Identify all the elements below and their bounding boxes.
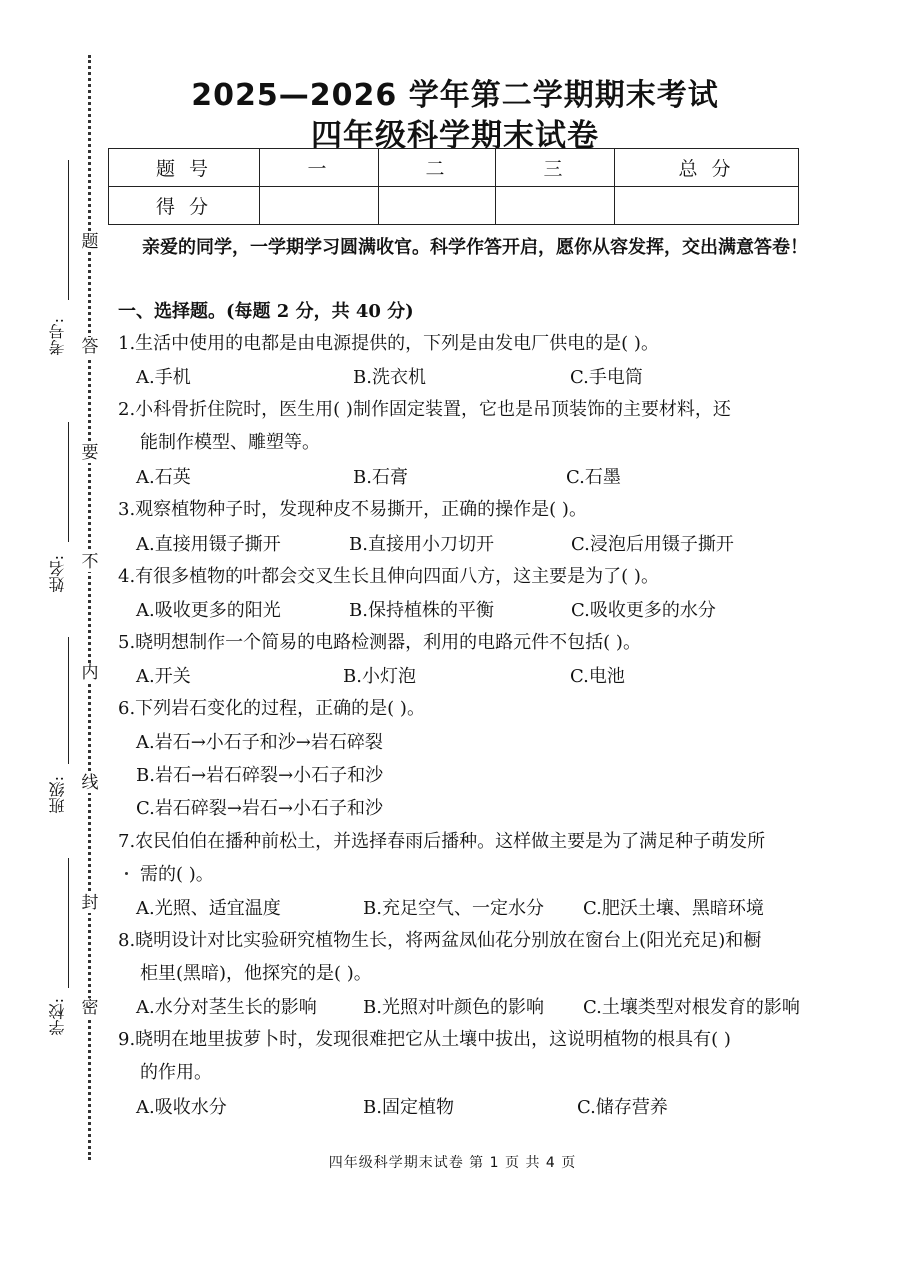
question-5 bbox=[118, 626, 863, 659]
option-b[interactable]: B.小灯泡 bbox=[343, 666, 416, 687]
option-c[interactable]: C.岩石碎裂→岩石→小石子和沙 bbox=[136, 798, 384, 819]
score-table bbox=[108, 148, 799, 225]
option-c[interactable]: C.手电筒 bbox=[570, 367, 643, 388]
option-a[interactable]: A.吸收更多的阳光 bbox=[136, 600, 281, 621]
option-c[interactable]: C.肥沃土壤、黑暗环境 bbox=[583, 898, 764, 919]
option-c[interactable]: C.土壤类型对根发育的影响 bbox=[583, 997, 800, 1018]
school-line[interactable] bbox=[68, 858, 69, 988]
option-c[interactable]: C.电池 bbox=[570, 666, 625, 687]
question-3 bbox=[118, 493, 863, 526]
option-a[interactable]: A.光照、适宜温度 bbox=[136, 898, 281, 919]
seal-char-bu: 不 bbox=[81, 552, 99, 572]
school-label: 学校: bbox=[48, 998, 67, 1036]
score-row-label: 得 分 bbox=[109, 187, 260, 225]
question-stem-cont: 的作用。 bbox=[140, 1062, 212, 1083]
option-b[interactable]: B.石膏 bbox=[353, 467, 408, 488]
option-b[interactable]: B.直接用小刀切开 bbox=[349, 534, 494, 555]
question-stem: 1.生活中使用的电都是由电源提供的，下列是由发电厂供电的是( )。 bbox=[118, 333, 659, 354]
question-stem: 8.晓明设计对比实验研究植物生长，将两盆凤仙花分别放在窗台上(阳光充足)和橱 bbox=[118, 930, 762, 951]
question-stem: 9.晓明在地里拔萝卜时，发现很难把它从土壤中拔出，这说明植物的根具有( ) bbox=[118, 1029, 731, 1050]
score-table-header-row bbox=[109, 149, 799, 187]
exam-title-line2: 四年级科学期末试卷 bbox=[311, 118, 599, 154]
option-a[interactable]: A.石英 bbox=[136, 467, 191, 488]
question-1 bbox=[118, 327, 863, 360]
seal-char-ti: 题 bbox=[81, 232, 99, 252]
option-a[interactable]: A.水分对茎生长的影响 bbox=[136, 997, 317, 1018]
question-stem: 5.晓明想制作一个简易的电路检测器，利用的电路元件不包括( )。 bbox=[118, 632, 641, 653]
page-footer: 四年级科学期末试卷 第 1 页 共 4 页 bbox=[328, 1155, 577, 1171]
seal-char-mi: 密 bbox=[81, 998, 99, 1018]
seal-char-nei: 内 bbox=[81, 663, 99, 683]
option-b[interactable]: B.固定植物 bbox=[363, 1097, 454, 1118]
question-9 bbox=[118, 1023, 863, 1089]
score-cell[interactable] bbox=[615, 187, 799, 225]
intro-text: 亲爱的同学，一学期学习圆满收官。科学作答开启，愿你从容发挥，交出满意答卷！ bbox=[142, 237, 808, 258]
option-c[interactable]: C.石墨 bbox=[566, 467, 621, 488]
question-stem: 7.农民伯伯在播种前松土，并选择春雨后播种。这样做主要是为了满足种子萌发所 bbox=[118, 831, 766, 852]
score-table-header-cell: 二 bbox=[379, 149, 496, 187]
question-4 bbox=[118, 560, 863, 593]
question-stem: 4.有很多植物的叶都会交叉生长且伸向四面八方，这主要是为了( )。 bbox=[118, 566, 659, 587]
name-line[interactable] bbox=[68, 422, 69, 542]
option-a[interactable]: A.直接用镊子撕开 bbox=[136, 534, 281, 555]
option-b[interactable]: B.光照对叶颜色的影响 bbox=[363, 997, 544, 1018]
question-2 bbox=[118, 393, 863, 459]
exam-number-line[interactable] bbox=[68, 160, 69, 300]
option-a[interactable]: A.吸收水分 bbox=[136, 1097, 227, 1118]
question-stem-cont: 柜里(黑暗)，他探究的是( )。 bbox=[140, 963, 372, 984]
seal-char-da: 答 bbox=[81, 337, 99, 357]
option-b[interactable]: B.岩石→岩石碎裂→小石子和沙 bbox=[136, 765, 384, 786]
exam-title-line1: 2025—2026 学年第二学期期末考试 bbox=[191, 78, 719, 113]
seal-char-feng: 封 bbox=[81, 893, 99, 913]
score-cell[interactable] bbox=[496, 187, 615, 225]
question-stem: 6.下列岩石变化的过程，正确的是( )。 bbox=[118, 698, 425, 719]
score-table-header-cell: 总 分 bbox=[615, 149, 799, 187]
score-table-header-cell: 三 bbox=[496, 149, 615, 187]
question-stem-cont: 需的( )。 bbox=[140, 864, 214, 885]
seal-char-xian: 线 bbox=[81, 773, 99, 793]
question-stem: 2.小科骨折住院时，医生用( )制作固定装置，它也是吊顶装饰的主要材料，还 bbox=[118, 399, 731, 420]
question-stem: 3.观察植物种子时，发现种皮不易撕开，正确的操作是( )。 bbox=[118, 499, 587, 520]
score-table-score-row bbox=[109, 187, 799, 225]
option-c[interactable]: C.储存营养 bbox=[577, 1097, 668, 1118]
option-a[interactable]: A.岩石→小石子和沙→岩石碎裂 bbox=[136, 732, 383, 753]
score-cell[interactable] bbox=[260, 187, 379, 225]
seal-char-yao: 要 bbox=[81, 443, 99, 463]
question-7 bbox=[118, 825, 863, 891]
option-b[interactable]: B.洗衣机 bbox=[353, 367, 426, 388]
option-b[interactable]: B.保持植株的平衡 bbox=[349, 600, 494, 621]
option-a[interactable]: A.手机 bbox=[136, 367, 191, 388]
option-c[interactable]: C.吸收更多的水分 bbox=[571, 600, 716, 621]
option-c[interactable]: C.浸泡后用镊子撕开 bbox=[571, 534, 734, 555]
exam-number-label: 考号: bbox=[48, 318, 67, 356]
question-6 bbox=[118, 692, 863, 725]
score-table-header-cell: 题 号 bbox=[109, 149, 260, 187]
option-a[interactable]: A.开关 bbox=[136, 666, 191, 687]
class-line[interactable] bbox=[68, 637, 69, 764]
question-8 bbox=[118, 924, 863, 990]
name-label: 姓名: bbox=[48, 555, 67, 593]
question-stem-cont: 能制作模型、雕塑等。 bbox=[140, 432, 320, 453]
class-label: 班级: bbox=[48, 776, 67, 814]
seal-dotted-line bbox=[88, 55, 91, 1160]
section-title: 一、选择题。(每题 2 分，共 40 分) bbox=[118, 301, 414, 322]
score-table-header-cell: 一 bbox=[260, 149, 379, 187]
option-b[interactable]: B.充足空气、一定水分 bbox=[363, 898, 544, 919]
score-cell[interactable] bbox=[379, 187, 496, 225]
